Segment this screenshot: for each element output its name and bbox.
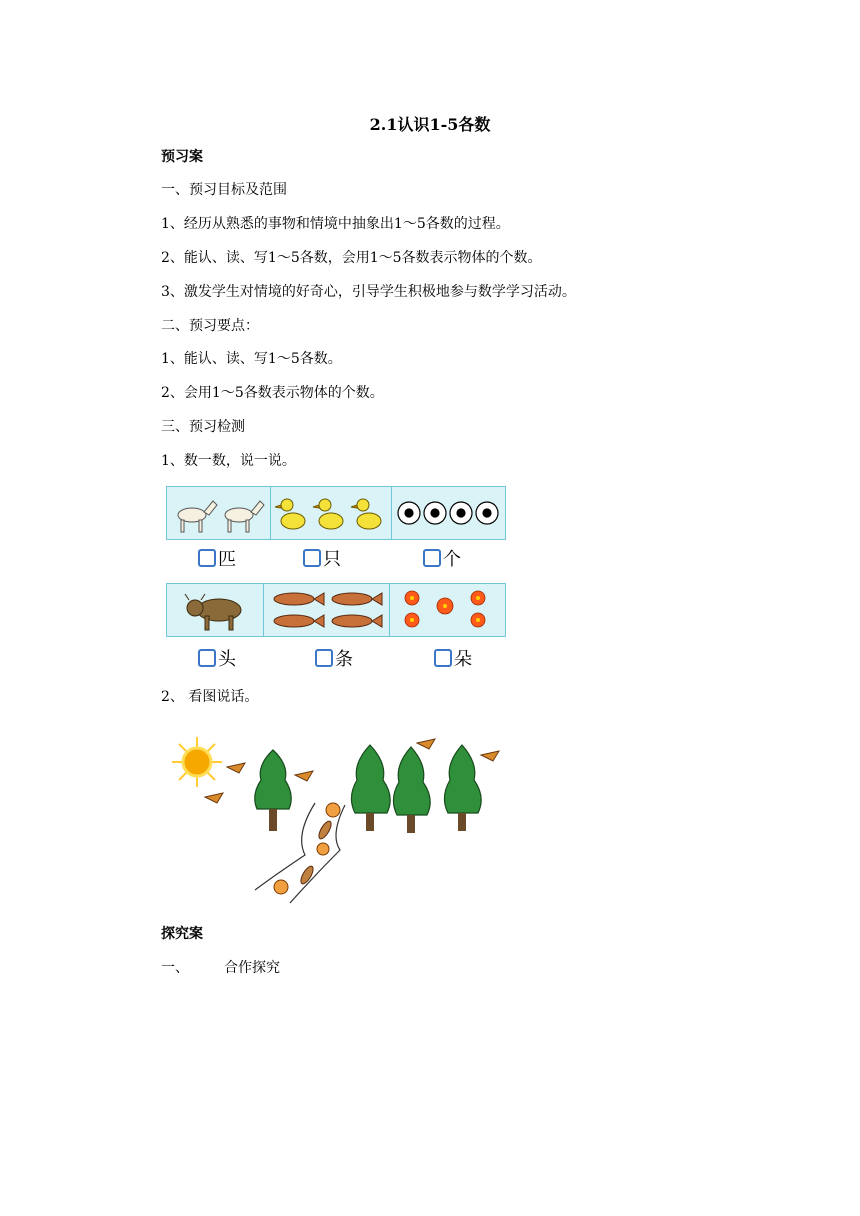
answer-box[interactable] (315, 649, 333, 667)
answer-flowers[interactable] (434, 645, 472, 671)
goal-item: 1、经历从熟悉的事物和情境中抽象出1～5各数的过程。 (161, 216, 510, 232)
preview-heading: 预习案 (161, 149, 203, 165)
fish-cell (264, 584, 390, 636)
goal-item: 3、激发学生对情境的好奇心，引导学生积极地参与数学学习活动。 (161, 284, 576, 300)
answer-horses[interactable] (198, 545, 236, 571)
section-title-goals: 一、预习目标及范围 (161, 182, 287, 198)
horses-cell (167, 487, 271, 539)
section-title-check: 三、预习检测 (161, 419, 245, 435)
unit-label: 只 (323, 549, 341, 570)
counting-panel-row2 (166, 583, 506, 637)
explore-item-number: 一、 (161, 960, 189, 976)
counting-panel-row1 (166, 486, 506, 540)
answer-box[interactable] (423, 549, 441, 567)
tree-icon (255, 745, 481, 815)
explore-item-text: 合作探究 (224, 960, 280, 976)
horse-icon (167, 487, 270, 539)
river (255, 803, 345, 903)
answer-ducks[interactable] (303, 545, 341, 571)
unit-label: 朵 (454, 649, 472, 670)
answer-fish[interactable] (315, 645, 353, 671)
cow-icon (167, 584, 263, 636)
balls-cell (392, 487, 505, 539)
goal-item: 2、能认、读、写1～5各数，会用1～5各数表示物体的个数。 (161, 250, 542, 266)
section-title-points: 二、预习要点： (161, 318, 259, 334)
explore-heading: 探究案 (161, 926, 203, 942)
point-item: 2、会用1～5各数表示物体的个数。 (161, 385, 384, 401)
answer-box[interactable] (198, 649, 216, 667)
unit-label: 条 (335, 649, 353, 670)
answer-box[interactable] (198, 549, 216, 567)
duck-icon (271, 487, 391, 539)
question-1: 1、数一数，说一说。 (161, 453, 296, 469)
flower-icon (390, 584, 505, 636)
unit-label: 头 (218, 649, 236, 670)
unit-label: 个 (443, 549, 461, 570)
fish-icon (264, 584, 389, 636)
flowers-cell (390, 584, 505, 636)
page-title: 2.1认识1-5各数 (369, 115, 491, 134)
ducks-cell (271, 487, 392, 539)
scene-illustration (165, 725, 510, 905)
answer-box[interactable] (434, 649, 452, 667)
answer-balls[interactable] (423, 545, 461, 571)
answer-cow[interactable] (198, 645, 236, 671)
point-item: 1、能认、读、写1～5各数。 (161, 351, 342, 367)
question-2: 2、 看图说话。 (161, 689, 259, 705)
sun-icon (172, 737, 222, 787)
answer-box[interactable] (303, 549, 321, 567)
unit-label: 匹 (218, 549, 236, 570)
cow-cell (167, 584, 264, 636)
soccer-ball-icon (392, 487, 505, 539)
